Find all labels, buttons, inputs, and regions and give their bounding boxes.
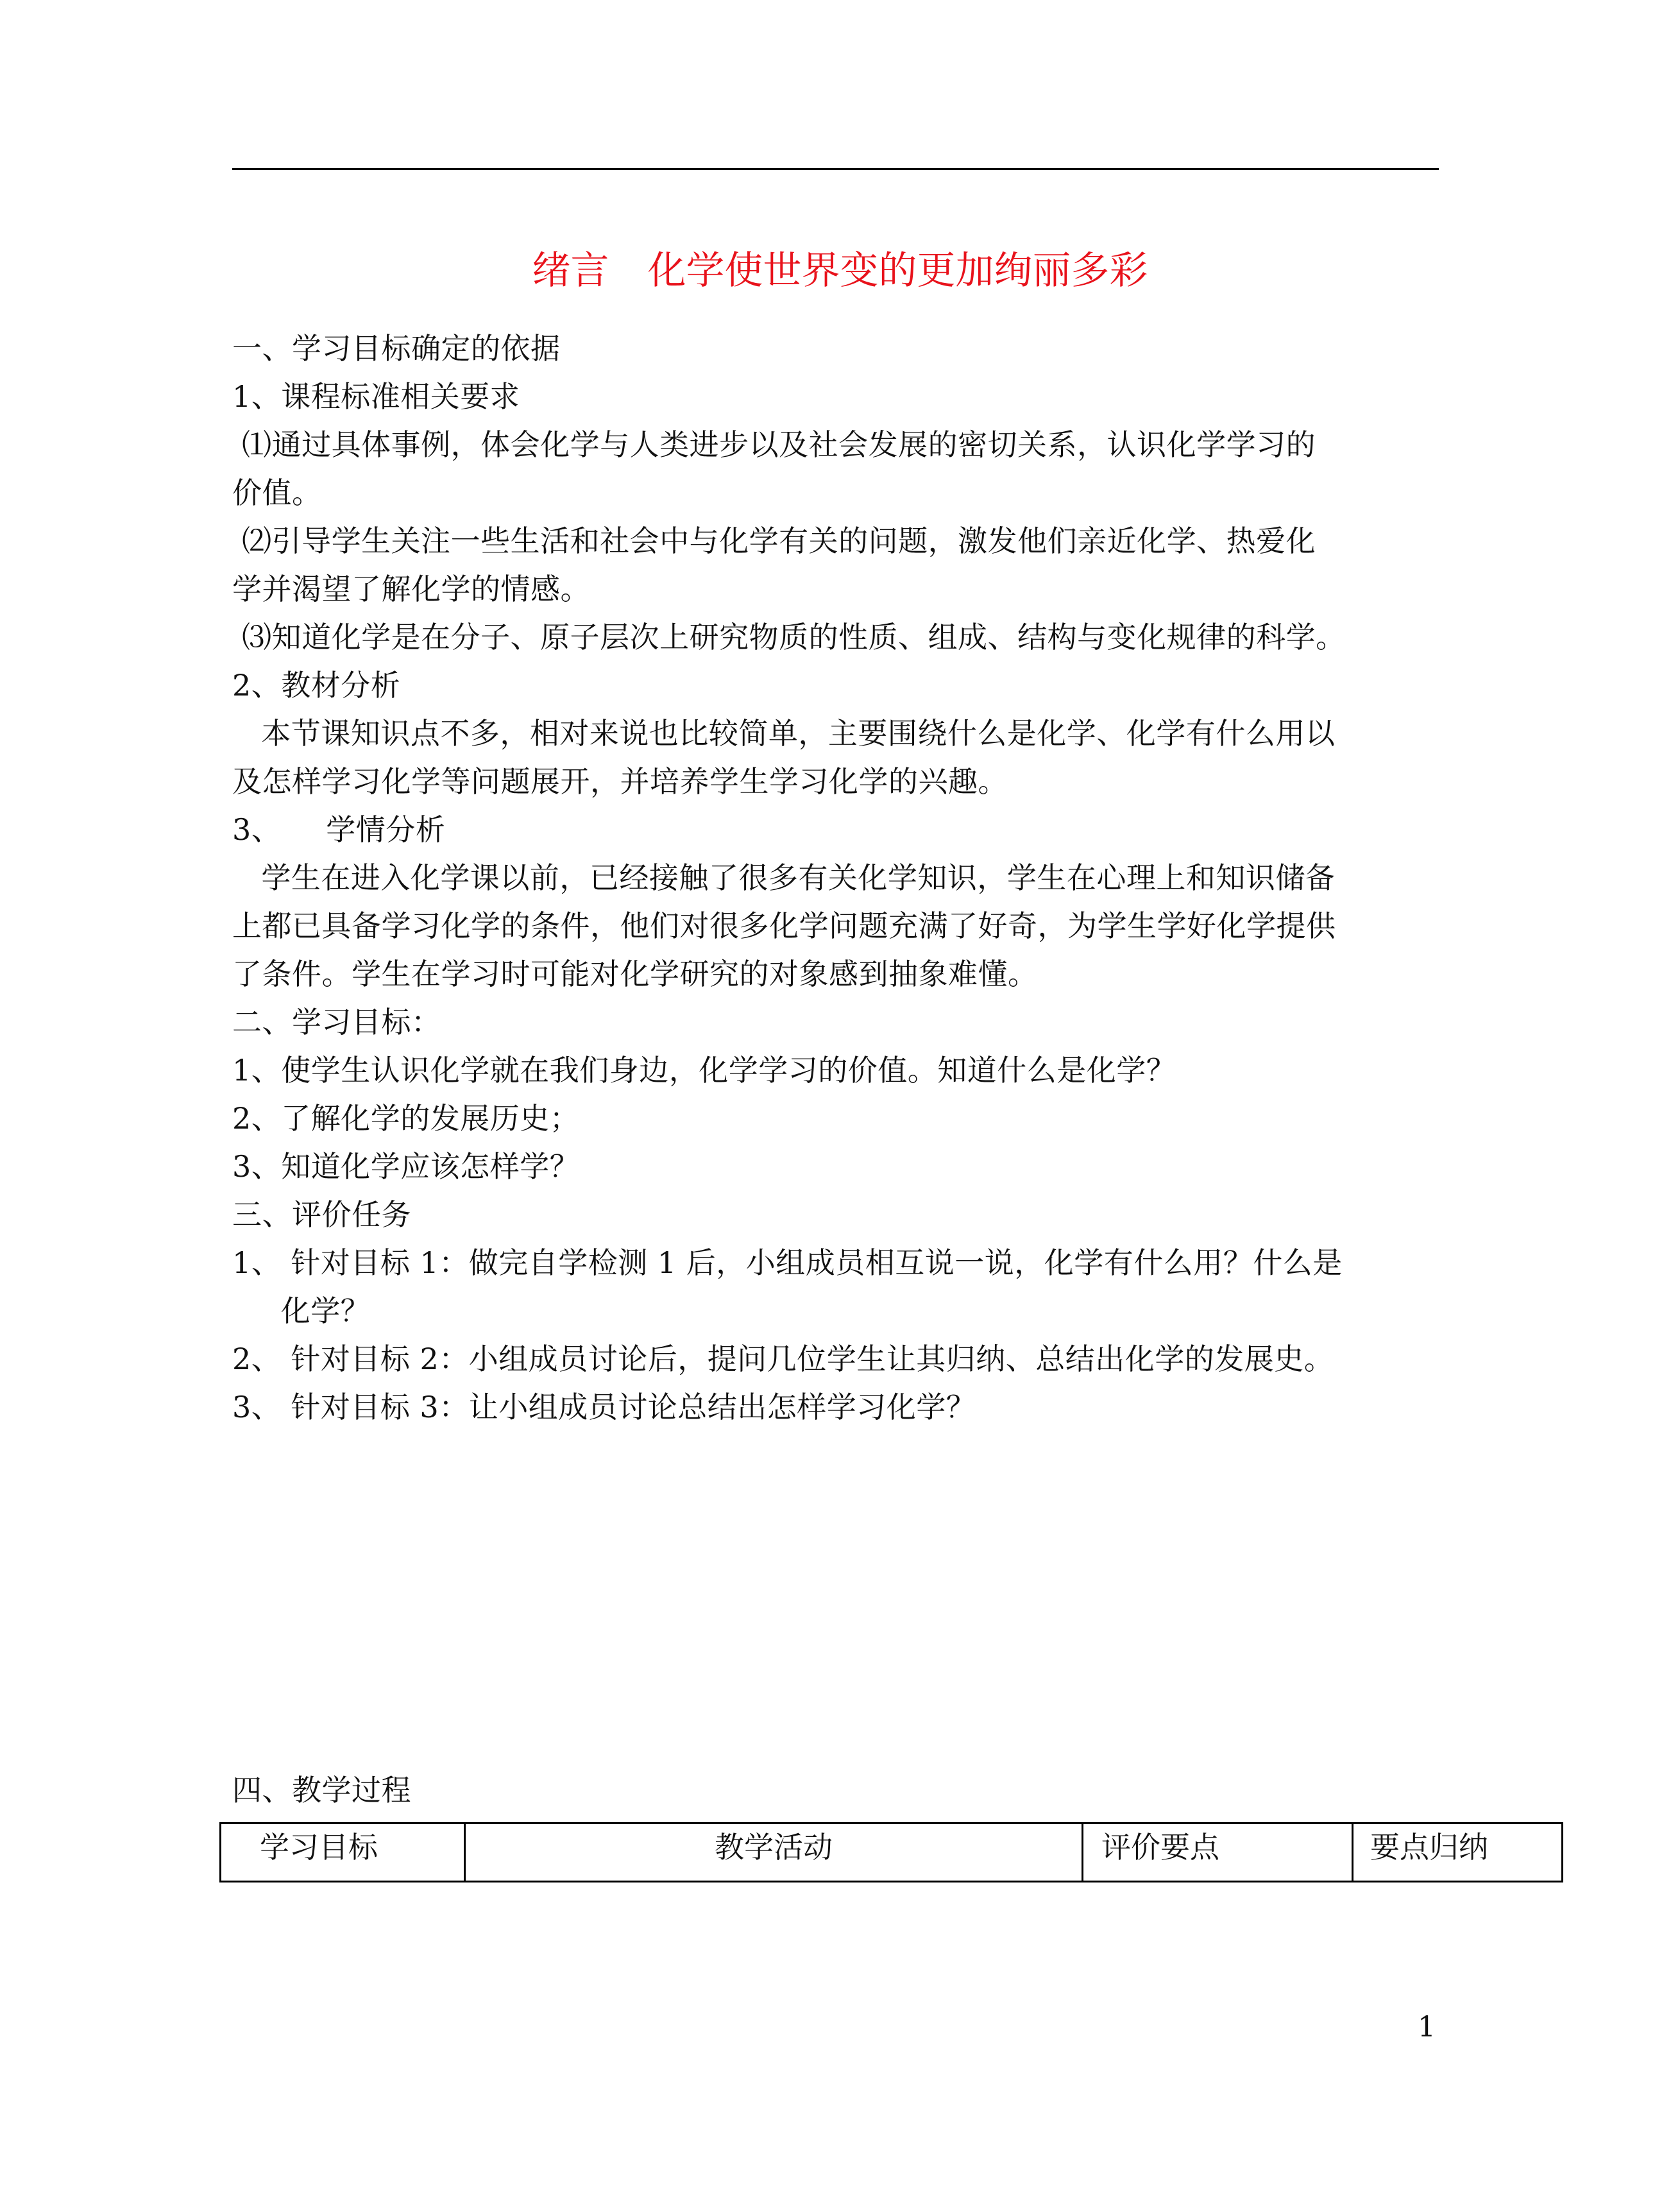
paragraph-line: ⑶知道化学是在分子、原子层次上研究物质的性质、组成、结构与变化规律的科学。 <box>232 620 1346 654</box>
list-item: 3、知道化学应该怎样学？ <box>232 1149 580 1184</box>
paragraph-line: 学并渴望了解化学的情感。 <box>232 572 590 606</box>
paragraph-line: 价值。 <box>232 475 322 510</box>
paragraph-line: 本节课知识点不多，相对来说也比较简单，主要围绕什么是化学、化学有什么用以 <box>232 716 1336 751</box>
section-2-heading: 二、学习目标： <box>232 1005 441 1039</box>
paragraph-line: ⑵引导学生关注一些生活和社会中与化学有关的问题，激发他们亲近化学、热爱化 <box>232 524 1316 558</box>
list-item: 2、了解化学的发展历史； <box>232 1101 580 1136</box>
subsection-1-heading: 1、课程标准相关要求 <box>232 379 520 414</box>
header-rule <box>232 168 1439 170</box>
section-1-heading: 一、学习目标确定的依据 <box>232 331 561 366</box>
section-4-heading: 四、教学过程 <box>232 1773 411 1807</box>
paragraph-line: 学生在进入化学课以前，已经接触了很多有关化学知识，学生在心理上和知识储备 <box>232 860 1336 895</box>
table-header-cell: 要点归纳 <box>1353 1823 1563 1882</box>
teaching-process-table <box>219 1822 1563 1882</box>
table-header-row <box>221 1823 1563 1882</box>
list-item: 2、 针对目标 2：小组成员讨论后，提问几位学生让其归纳、总结出化学的发展史。 <box>232 1342 1334 1376</box>
paragraph-line: ⑴通过具体事例，体会化学与人类进步以及社会发展的密切关系，认识化学学习的 <box>232 427 1316 462</box>
table-header-cell: 学习目标 <box>221 1823 465 1882</box>
subsection-2-heading: 2、教材分析 <box>232 668 401 703</box>
document-title: 绪言 化学使世界变的更加绚丽多彩 <box>532 248 1148 293</box>
subsection-3-heading: 3、 学情分析 <box>232 812 446 847</box>
table-header-cell: 教学活动 <box>465 1823 1083 1882</box>
page-number: 1 <box>1418 2011 1436 2044</box>
paragraph-line: 及怎样学习化学等问题展开，并培养学生学习化学的兴趣。 <box>232 764 1008 799</box>
paragraph-line: 了条件。学生在学习时可能对化学研究的对象感到抽象难懂。 <box>232 957 1038 991</box>
list-item: 1、使学生认识化学就在我们身边，化学学习的价值。知道什么是化学？ <box>232 1053 1176 1088</box>
section-3-heading: 三、评价任务 <box>232 1197 411 1232</box>
paragraph-line: 上都已具备学习化学的条件，他们对很多化学问题充满了好奇，为学生学好化学提供 <box>232 909 1336 943</box>
table-header-cell: 评价要点 <box>1083 1823 1353 1882</box>
list-item-continuation: 化学？ <box>232 1293 371 1328</box>
list-item: 1、 针对目标 1：做完自学检测 1 后，小组成员相互说一说，化学有什么用？什么是 <box>232 1245 1343 1280</box>
list-item: 3、 针对目标 3：让小组成员讨论总结出怎样学习化学？ <box>232 1390 976 1424</box>
